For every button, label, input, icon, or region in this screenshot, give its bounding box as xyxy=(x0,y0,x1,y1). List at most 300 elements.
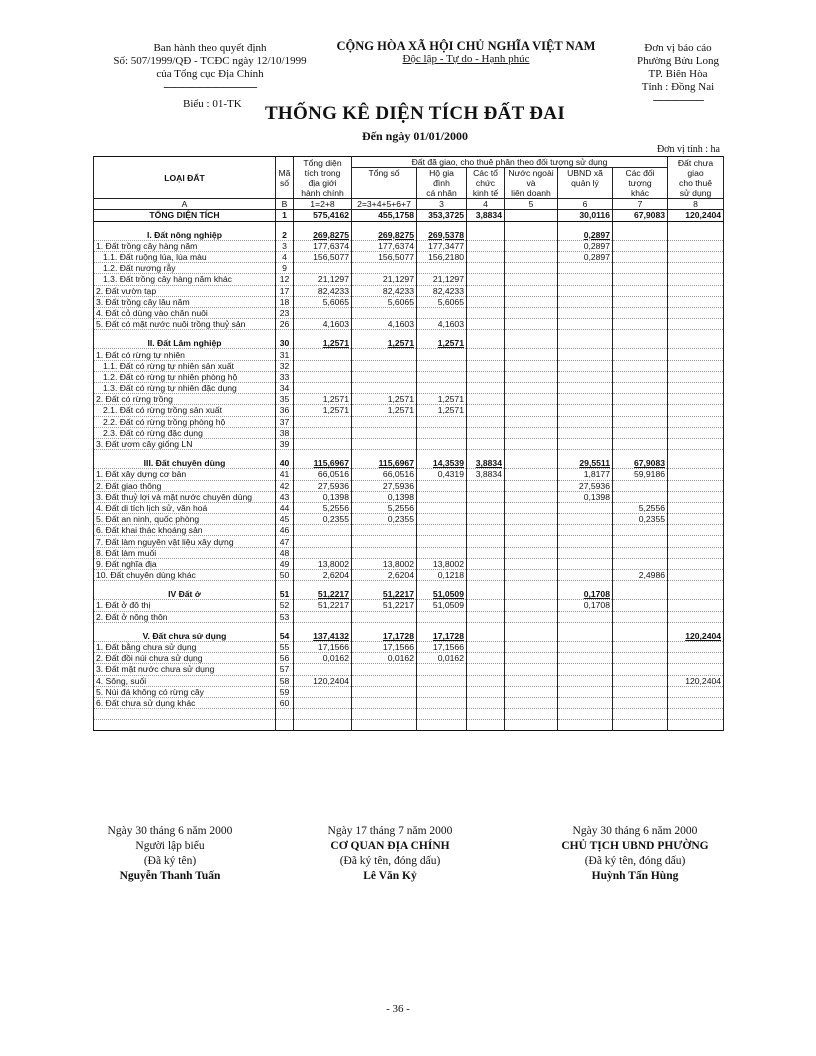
area-value: 17,1566 xyxy=(417,641,467,652)
land-type-name: 5. Núi đá không có rừng cây xyxy=(94,686,276,697)
index-cell: B xyxy=(276,199,294,210)
area-value xyxy=(467,525,505,536)
area-value xyxy=(505,416,558,427)
area-value xyxy=(668,296,724,307)
area-value xyxy=(417,502,467,513)
area-value xyxy=(505,438,558,449)
area-value xyxy=(613,675,668,686)
table-row xyxy=(94,319,724,330)
land-type-name: 10. Đất chuyên dùng khác xyxy=(94,570,276,581)
land-type-name: 2. Đất vườn tạp xyxy=(94,285,276,296)
area-value xyxy=(352,697,417,708)
signature-note: (Đã ký tên, đóng dấu) xyxy=(584,855,686,867)
col-header-foreign-jv-l2: và xyxy=(526,178,536,189)
area-value xyxy=(417,686,467,697)
area-value: 0,1708 xyxy=(558,600,613,611)
area-value: 156,5077 xyxy=(352,251,417,262)
area-value xyxy=(668,319,724,330)
area-value: 51,0509 xyxy=(417,589,467,600)
spacer-cell xyxy=(558,581,613,590)
area-value xyxy=(294,349,352,360)
area-value xyxy=(668,371,724,382)
area-value xyxy=(558,263,613,274)
area-value: 115,6967 xyxy=(352,458,417,469)
reporting-unit-divider: ------------------- xyxy=(652,94,704,106)
land-type-name: 6. Đất chưa sử dụng khác xyxy=(94,697,276,708)
col-header-households xyxy=(417,168,467,199)
area-value xyxy=(558,349,613,360)
spacer-row xyxy=(94,622,724,631)
area-value xyxy=(467,274,505,285)
area-value xyxy=(558,383,613,394)
total-value: 455,1758 xyxy=(352,210,417,221)
land-type-name: 1.3. Đất trồng cây hàng năm khác xyxy=(94,274,276,285)
area-value xyxy=(467,600,505,611)
area-value xyxy=(668,240,724,251)
total-value: 3,8834 xyxy=(467,210,505,221)
spacer-cell xyxy=(613,221,668,230)
area-value xyxy=(352,675,417,686)
area-value: 59,9186 xyxy=(613,469,668,480)
empty-cell xyxy=(94,720,276,731)
area-value: 5,6065 xyxy=(417,296,467,307)
area-value xyxy=(352,547,417,558)
area-value xyxy=(505,296,558,307)
page-number: - 36 - xyxy=(386,1003,410,1015)
empty-cell xyxy=(558,709,613,720)
area-value xyxy=(417,525,467,536)
area-value: 82,4233 xyxy=(417,285,467,296)
row-code: 58 xyxy=(276,675,294,686)
area-value xyxy=(467,686,505,697)
area-value xyxy=(613,251,668,262)
spacer-cell xyxy=(352,581,417,590)
row-code: 44 xyxy=(276,502,294,513)
area-value: 120,2404 xyxy=(668,675,724,686)
empty-cell xyxy=(505,709,558,720)
area-value xyxy=(417,307,467,318)
table-row xyxy=(94,416,724,427)
area-value xyxy=(505,653,558,664)
row-code: 47 xyxy=(276,536,294,547)
spacer-cell xyxy=(352,622,417,631)
empty-cell xyxy=(294,720,352,731)
land-type-name: 8. Đất làm muối xyxy=(94,547,276,558)
signature-name: Nguyễn Thanh Tuấn xyxy=(119,870,221,882)
area-value: 0,2355 xyxy=(352,514,417,525)
row-code: 55 xyxy=(276,641,294,652)
row-code: 35 xyxy=(276,394,294,405)
area-value xyxy=(558,416,613,427)
area-value xyxy=(417,360,467,371)
row-code: 43 xyxy=(276,491,294,502)
spacer-row xyxy=(94,581,724,590)
area-value xyxy=(505,697,558,708)
table-row xyxy=(94,525,724,536)
spacer-cell xyxy=(352,450,417,459)
land-type-name: 6. Đất khai thác khoáng sản xyxy=(94,525,276,536)
area-value xyxy=(558,697,613,708)
total-value: 120,2404 xyxy=(668,210,724,221)
row-code: 56 xyxy=(276,653,294,664)
row-code: 18 xyxy=(276,296,294,307)
area-value xyxy=(668,438,724,449)
area-value xyxy=(505,469,558,480)
col-header-unallocated-l1: Đất chưa xyxy=(677,157,714,168)
area-value xyxy=(613,631,668,642)
area-value xyxy=(294,263,352,274)
spacer-cell xyxy=(558,221,613,230)
row-code: 45 xyxy=(276,514,294,525)
area-value xyxy=(613,536,668,547)
table-row xyxy=(94,641,724,652)
empty-row xyxy=(94,720,724,731)
area-value xyxy=(613,394,668,405)
area-value xyxy=(668,427,724,438)
area-value xyxy=(417,383,467,394)
area-value xyxy=(668,570,724,581)
area-value xyxy=(467,480,505,491)
area-value xyxy=(505,319,558,330)
issuing-divider: ----------------------------------- xyxy=(163,81,257,93)
issuing-authority-block xyxy=(100,42,320,94)
area-value xyxy=(558,427,613,438)
area-value xyxy=(613,491,668,502)
area-value xyxy=(558,653,613,664)
table-row xyxy=(94,653,724,664)
row-code: 50 xyxy=(276,570,294,581)
table-row xyxy=(94,263,724,274)
issuing-line-3: của Tổng cục Địa Chính xyxy=(156,68,264,80)
total-row xyxy=(94,210,724,221)
area-value: 66,0516 xyxy=(294,469,352,480)
area-value xyxy=(558,394,613,405)
area-value: 0,2897 xyxy=(558,240,613,251)
row-code: 30 xyxy=(276,338,294,349)
spacer-cell xyxy=(94,330,276,339)
land-type-name: 2. Đất có rừng trồng xyxy=(94,394,276,405)
national-header xyxy=(326,40,606,66)
area-value: 0,0162 xyxy=(417,653,467,664)
land-type-name: 9. Đất nghĩa địa xyxy=(94,558,276,569)
row-code: 26 xyxy=(276,319,294,330)
area-value: 5,6065 xyxy=(294,296,352,307)
table-row xyxy=(94,251,724,262)
area-value xyxy=(417,491,467,502)
spacer-cell xyxy=(94,581,276,590)
spacer-cell xyxy=(417,330,467,339)
table-row xyxy=(94,307,724,318)
area-value xyxy=(294,438,352,449)
area-value xyxy=(668,230,724,241)
area-value xyxy=(613,525,668,536)
document-title: THỐNG KÊ DIỆN TÍCH ĐẤT ĐAI xyxy=(264,103,566,124)
spacer-cell xyxy=(94,221,276,230)
row-code: 3 xyxy=(276,240,294,251)
area-value: 1,2571 xyxy=(352,394,417,405)
table-row xyxy=(94,274,724,285)
col-header-other-users-l1: Các đối xyxy=(625,168,655,179)
area-value xyxy=(668,349,724,360)
area-value: 1,2571 xyxy=(352,338,417,349)
col-header-economic-orgs xyxy=(467,168,505,199)
row-code: 52 xyxy=(276,600,294,611)
row-code: 59 xyxy=(276,686,294,697)
area-value xyxy=(668,641,724,652)
spacer-cell xyxy=(276,581,294,590)
area-value xyxy=(505,360,558,371)
land-statistics-table xyxy=(93,156,724,731)
col-header-total-area-l2: tích trong xyxy=(304,167,341,178)
spacer-cell xyxy=(276,221,294,230)
area-value xyxy=(352,307,417,318)
area-value xyxy=(613,307,668,318)
total-value: 353,3725 xyxy=(417,210,467,221)
area-value: 1,2571 xyxy=(417,394,467,405)
spacer-cell xyxy=(668,450,724,459)
area-value xyxy=(352,525,417,536)
land-type-name: 5. Đất an ninh, quốc phòng xyxy=(94,514,276,525)
area-value xyxy=(294,307,352,318)
area-value: 0,2355 xyxy=(294,514,352,525)
table-row xyxy=(94,383,724,394)
section-row xyxy=(94,458,724,469)
form-code: Biểu : 01-TK xyxy=(183,98,242,110)
area-value xyxy=(467,558,505,569)
area-value xyxy=(505,338,558,349)
area-value: 51,2217 xyxy=(294,600,352,611)
area-value xyxy=(467,514,505,525)
area-value: 2,6204 xyxy=(294,570,352,581)
col-header-code-l2: số xyxy=(279,177,290,188)
land-type-name: 1.3. Đất có rừng tự nhiên đặc dụng xyxy=(94,383,276,394)
area-value xyxy=(613,263,668,274)
spacer-cell xyxy=(94,450,276,459)
land-type-name: 1. Đất bằng chưa sử dụng xyxy=(94,641,276,652)
area-value xyxy=(668,480,724,491)
area-value xyxy=(467,230,505,241)
area-value: 17,1566 xyxy=(294,641,352,652)
spacer-cell xyxy=(352,330,417,339)
col-header-unallocated xyxy=(668,157,724,199)
spacer-cell xyxy=(276,330,294,339)
issuing-line-1: Ban hành theo quyết định xyxy=(153,42,267,54)
row-code: 9 xyxy=(276,263,294,274)
area-value xyxy=(352,664,417,675)
table-row xyxy=(94,349,724,360)
area-value xyxy=(505,675,558,686)
row-code: 2 xyxy=(276,230,294,241)
area-value xyxy=(352,263,417,274)
area-value xyxy=(467,536,505,547)
table-row xyxy=(94,570,724,581)
area-value xyxy=(668,458,724,469)
area-value xyxy=(352,686,417,697)
signature-date: Ngày 17 tháng 7 năm 2000 xyxy=(327,825,453,837)
total-value: 30,0116 xyxy=(558,210,613,221)
area-value: 51,2217 xyxy=(294,589,352,600)
col-header-code xyxy=(276,157,294,199)
index-cell: 4 xyxy=(467,199,505,210)
col-header-other-users xyxy=(613,168,668,199)
spacer-cell xyxy=(505,221,558,230)
empty-cell xyxy=(94,709,276,720)
area-value: 0,1398 xyxy=(558,491,613,502)
land-type-name: 3. Đất thuỷ lợi và mặt nước chuyên dùng xyxy=(94,491,276,502)
area-value xyxy=(613,285,668,296)
land-type-name: 2.3. Đất có rừng đặc dụng xyxy=(94,427,276,438)
area-value xyxy=(613,296,668,307)
empty-cell xyxy=(613,720,668,731)
area-value: 156,2180 xyxy=(417,251,467,262)
signature-date: Ngày 30 tháng 6 năm 2000 xyxy=(572,825,698,837)
area-value: 1,2571 xyxy=(294,394,352,405)
area-value xyxy=(558,307,613,318)
area-value xyxy=(467,631,505,642)
spacer-cell xyxy=(505,330,558,339)
area-value xyxy=(294,371,352,382)
col-header-total-area xyxy=(294,157,352,199)
area-value xyxy=(558,514,613,525)
area-value: 4,1603 xyxy=(352,319,417,330)
area-value: 67,9083 xyxy=(613,458,668,469)
spacer-cell xyxy=(417,581,467,590)
total-value xyxy=(505,210,558,221)
area-value xyxy=(294,611,352,622)
col-header-total-area-l1: Tổng diện xyxy=(303,157,342,168)
total-label: TỔNG DIỆN TÍCH xyxy=(94,210,276,221)
spacer-cell xyxy=(467,221,505,230)
land-type-name: 3. Đất ươm cây giống LN xyxy=(94,438,276,449)
total-value: 575,4162 xyxy=(294,210,352,221)
area-value xyxy=(668,611,724,622)
spacer-cell xyxy=(94,622,276,631)
area-value: 5,2556 xyxy=(352,502,417,513)
area-value xyxy=(613,558,668,569)
table-row xyxy=(94,491,724,502)
land-type-name: 2. Đất đồi núi chưa sử dụng xyxy=(94,653,276,664)
area-value xyxy=(467,263,505,274)
table-row xyxy=(94,427,724,438)
area-value xyxy=(505,240,558,251)
area-value xyxy=(467,296,505,307)
col-header-other-users-l2: tượng xyxy=(628,178,652,189)
area-value xyxy=(558,338,613,349)
area-value: 3,8834 xyxy=(467,458,505,469)
spacer-cell xyxy=(558,450,613,459)
table-row xyxy=(94,502,724,513)
area-value xyxy=(613,653,668,664)
spacer-cell xyxy=(505,581,558,590)
area-value xyxy=(558,525,613,536)
table-row xyxy=(94,469,724,480)
table-row xyxy=(94,664,724,675)
area-value xyxy=(668,514,724,525)
col-header-total-area-l4: hành chính xyxy=(301,187,344,198)
area-value xyxy=(668,338,724,349)
section-row xyxy=(94,338,724,349)
area-value: 82,4233 xyxy=(352,285,417,296)
empty-row xyxy=(94,709,724,720)
land-type-name: 4. Đất cỏ dùng vào chăn nuôi xyxy=(94,307,276,318)
table-row xyxy=(94,285,724,296)
area-value xyxy=(294,360,352,371)
area-value xyxy=(467,697,505,708)
area-value xyxy=(668,589,724,600)
land-type-name: 2. Đất giao thông xyxy=(94,480,276,491)
area-value xyxy=(558,675,613,686)
spacer-row xyxy=(94,330,724,339)
table-row xyxy=(94,480,724,491)
index-cell: 2=3+4+5+6+7 xyxy=(352,199,417,210)
area-value xyxy=(668,360,724,371)
area-value xyxy=(558,536,613,547)
table-row xyxy=(94,514,724,525)
area-value xyxy=(467,383,505,394)
col-header-economic-orgs-l3: kinh tế xyxy=(472,188,499,199)
area-value: 2,4986 xyxy=(613,570,668,581)
area-value xyxy=(558,274,613,285)
row-code: 49 xyxy=(276,558,294,569)
spacer-cell xyxy=(294,450,352,459)
area-value xyxy=(613,416,668,427)
empty-cell xyxy=(276,709,294,720)
area-value xyxy=(668,469,724,480)
area-value xyxy=(558,502,613,513)
area-value xyxy=(505,458,558,469)
row-code: 54 xyxy=(276,631,294,642)
signature-preparer xyxy=(70,824,270,884)
reporting-unit-line-3: TP. Biên Hòa xyxy=(648,68,708,80)
area-value xyxy=(505,285,558,296)
area-value xyxy=(294,525,352,536)
empty-cell xyxy=(294,709,352,720)
area-value xyxy=(558,558,613,569)
area-value xyxy=(505,536,558,547)
table-row xyxy=(94,360,724,371)
area-value xyxy=(505,405,558,416)
area-value xyxy=(668,383,724,394)
area-value xyxy=(613,480,668,491)
section-name: II. Đất Lâm nghiệp xyxy=(94,338,276,349)
land-type-name: 1. Đất ở đô thị xyxy=(94,600,276,611)
table-row xyxy=(94,405,724,416)
area-value xyxy=(668,664,724,675)
section-name: IV Đất ở xyxy=(94,589,276,600)
area-value xyxy=(668,547,724,558)
col-header-foreign-jv-l1: Nước ngoài xyxy=(508,168,554,179)
area-value xyxy=(668,251,724,262)
signature-name: Lê Văn Kỷ xyxy=(363,870,417,882)
row-code: 40 xyxy=(276,458,294,469)
area-value: 137,4132 xyxy=(294,631,352,642)
row-code: 17 xyxy=(276,285,294,296)
spacer-cell xyxy=(467,622,505,631)
area-value xyxy=(613,371,668,382)
table-row xyxy=(94,686,724,697)
area-value xyxy=(467,491,505,502)
area-value xyxy=(668,558,724,569)
area-value xyxy=(613,338,668,349)
area-value xyxy=(417,697,467,708)
area-value xyxy=(505,686,558,697)
area-value xyxy=(505,480,558,491)
empty-cell xyxy=(668,709,724,720)
area-value: 21,1297 xyxy=(417,274,467,285)
area-value: 5,2556 xyxy=(613,502,668,513)
area-value: 13,8002 xyxy=(294,558,352,569)
issuing-line-2: Số: 507/1999/QĐ - TCĐC ngày 12/10/1999 xyxy=(113,55,307,67)
